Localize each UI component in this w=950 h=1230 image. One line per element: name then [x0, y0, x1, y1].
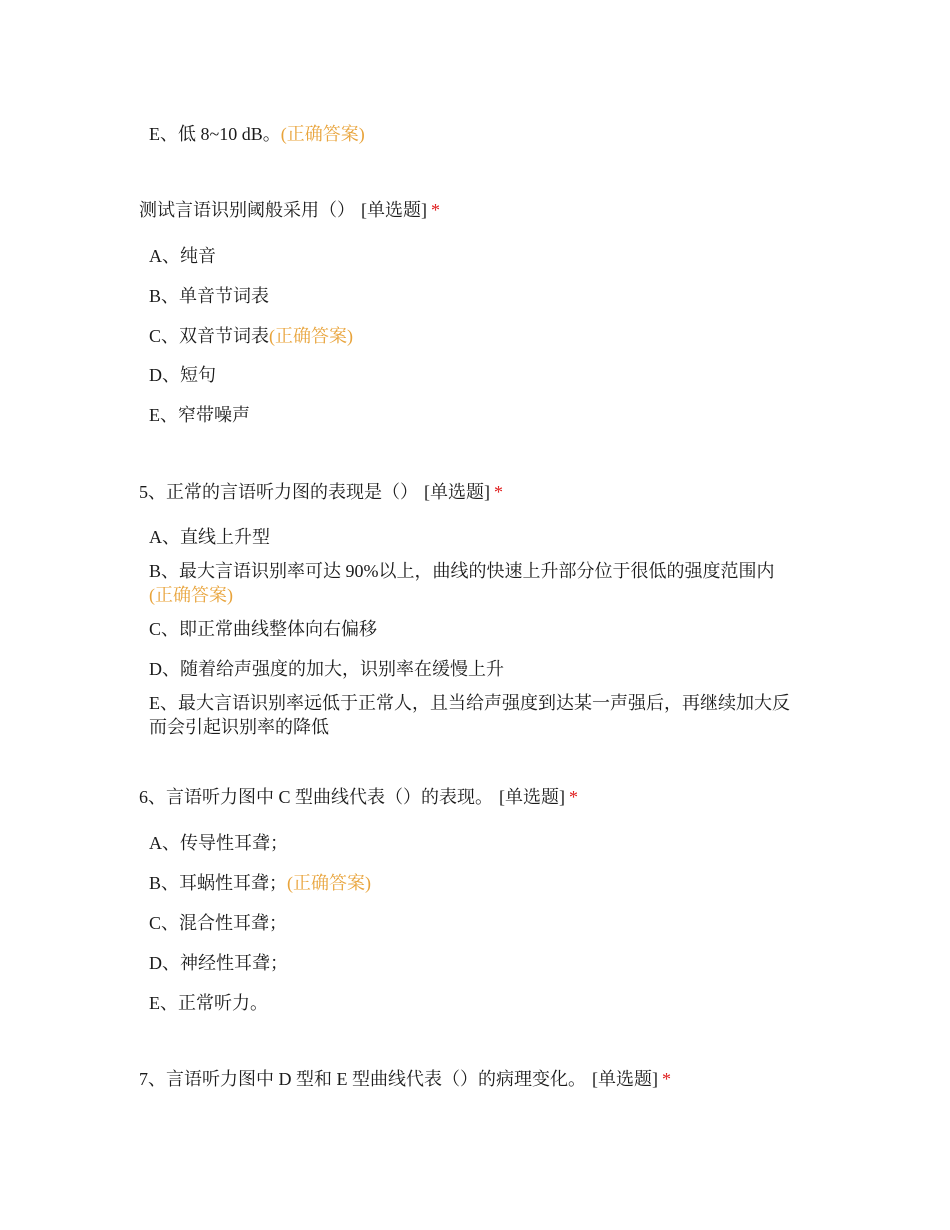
option-text: C、双音节词表 — [149, 326, 270, 346]
q6-option-e — [149, 991, 268, 1015]
question-5-title — [139, 480, 503, 504]
required-marker: * — [494, 482, 503, 502]
q5-option-b — [149, 559, 809, 607]
q5-option-c — [149, 617, 377, 641]
question-text: 5、正常的言语听力图的表现是（） — [139, 482, 418, 502]
q6-option-c — [149, 911, 287, 935]
option-text: B、单音节词表 — [149, 286, 270, 306]
q4-option-c — [149, 324, 353, 348]
question-7-title — [139, 1067, 671, 1091]
correct-answer-label: (正确答案) — [149, 585, 233, 605]
question-type: [单选题] — [424, 482, 490, 502]
question-text: 6、言语听力图中 C 型曲线代表（）的表现。 — [139, 787, 494, 807]
q5-option-a — [149, 525, 270, 549]
q5-option-d — [149, 657, 504, 681]
required-marker: * — [662, 1069, 671, 1089]
q4-option-d — [149, 363, 216, 387]
option-text: E、正常听力。 — [149, 993, 268, 1013]
option-e-prev — [149, 122, 365, 146]
q4-option-e — [149, 403, 250, 427]
option-text: A、直线上升型 — [149, 527, 270, 547]
option-text: D、神经性耳聋； — [149, 953, 288, 973]
q6-option-d — [149, 951, 288, 975]
q6-option-a — [149, 831, 288, 855]
option-text: D、随着给声强度的加大，识别率在缓慢上升 — [149, 659, 504, 679]
option-text: E、低 8~10 dB。 — [149, 124, 281, 144]
q4-option-a — [149, 244, 216, 268]
correct-answer-label: (正确答案) — [287, 873, 372, 893]
question-6-title — [139, 785, 578, 809]
question-text: 7、言语听力图中 D 型和 E 型曲线代表（）的病理变化。 — [139, 1069, 586, 1089]
correct-answer-label: (正确答案) — [269, 326, 354, 346]
question-text: 测试言语识别阈般采用（） — [139, 200, 355, 220]
option-text: E、最大言语识别率远低于正常人，且当给声强度到达某一声强后，再继续加大反而会引起识别率的降低 — [149, 693, 790, 737]
question-type: [单选题] — [499, 787, 566, 807]
required-marker: * — [431, 200, 440, 220]
option-text: B、最大言语识别率可达 90%以上，曲线的快速上升部分位于很低的强度范围内 — [149, 561, 775, 581]
q4-option-b — [149, 284, 269, 308]
option-text: B、耳蜗性耳聋； — [149, 873, 288, 893]
question-type: [单选题] — [592, 1069, 658, 1089]
option-text: A、纯音 — [149, 246, 216, 266]
question-4-title — [139, 198, 440, 222]
option-text: A、传导性耳聋； — [149, 833, 288, 853]
q5-option-e — [149, 691, 797, 739]
option-text: D、短句 — [149, 365, 216, 385]
option-text: E、窄带噪声 — [149, 405, 250, 425]
option-text: C、即正常曲线整体向右偏移 — [149, 619, 378, 639]
q6-option-b — [149, 871, 371, 895]
question-type: [单选题] — [361, 200, 427, 220]
required-marker: * — [569, 787, 579, 807]
correct-answer-label: (正确答案) — [280, 124, 365, 144]
option-text: C、混合性耳聋； — [149, 913, 288, 933]
